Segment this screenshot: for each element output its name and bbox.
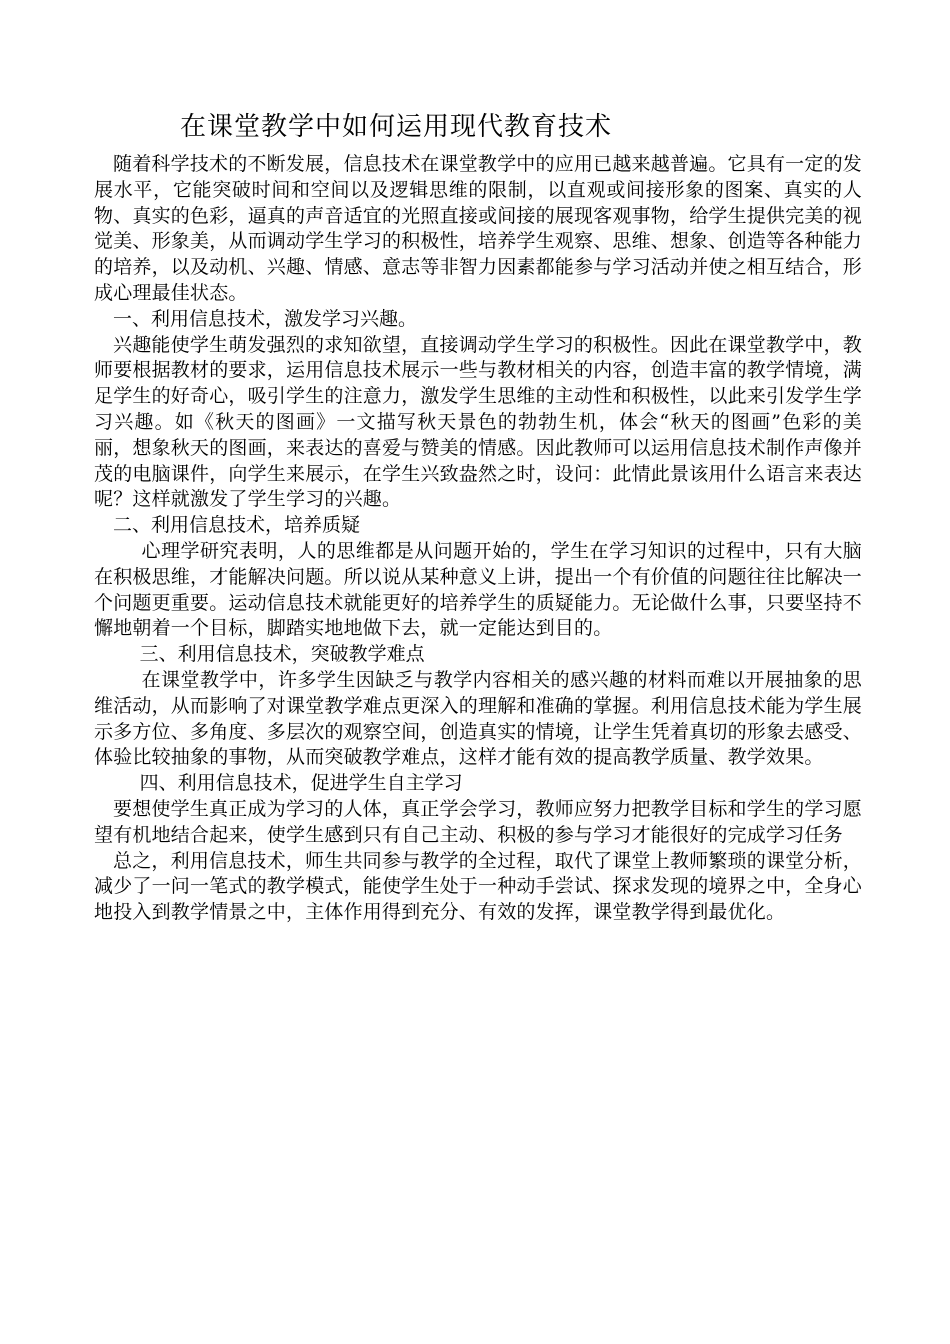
- document-page: [94, 100, 862, 926]
- paragraph-section-4: 要想使学生真正成为学习的人体，真正学会学习，教师应努力把教学目标和学生的学习愿望有机地结合起来，使学生感到只有自己主动、积极的参与学习才能很好的完成学习任务: [94, 797, 862, 846]
- paragraph-conclusion: 总之，利用信息技术，师生共同参与教学的全过程，取代了课堂上教师繁琐的课堂分析，减少了一问一笔式的教学模式，能使学生处于一种动手尝试、探求发现的境界之中，全身心地投入到教学情景之中，主体作用得到充分、有效的发挥，课堂教学得到最优化。: [94, 849, 863, 924]
- section-heading-4: 四、利用信息技术，促进学生自主学习: [139, 772, 463, 795]
- section-heading-3: 三、利用信息技术，突破教学难点: [139, 643, 425, 666]
- section-heading-1: 一、利用信息技术，激发学习兴趣。: [113, 307, 418, 330]
- paragraph-intro: 随着科学技术的不断发展，信息技术在课堂教学中的应用已越来越普遍。它具有一定的发展水平，它能突破时间和空间以及逻辑思维的限制，以直观或间接形象的图案、真实的人物、真实的色彩，逼真的声音适宜的光照直接或间接的展现客观事物，给学生提供完美的视觉美、形象美，从而调动学生学习的积极性，培养学生观察、思维、想象、创造等各种能力的培养，以及动机、兴趣、情感、意志等非智力因素都能参与学习活动并使之相互结合，形成心理最佳状态。: [94, 153, 863, 304]
- paragraph-section-3: 在课堂教学中，许多学生因缺乏与教学内容相关的感兴趣的材料而难以开展抽象的思维活动，从而影响了对课堂教学难点更深入的理解和准确的掌握。利用信息技术能为学生展示多方位、多角度、多层次的观察空间，创造真实的情境，让学生凭着真切的形象去感受、体验比较抽象的事物，从而突破教学难点，这样才能有效的提高教学质量、教学效果。: [94, 668, 863, 769]
- paragraph-section-1: 兴趣能使学生萌发强烈的求知欲望，直接调动学生学习的积极性。因此在课堂教学中，教师要根据教材的要求，运用信息技术展示一些与教材相关的内容，创造丰富的教学情境，满足学生的好奇心，吸引学生的注意力，激发学生思维的主动性和积极性，以此来引发学生学习兴趣。如《秋天的图画》一文描写秋天景色的勃勃生机，体会“秋天的图画”色彩的美丽，想象秋天的图画，来表达的喜爱与赞美的情感。因此教师可以运用信息技术制作声像并茂的电脑课件，向学生来展示，在学生兴致盎然之时，设问：此情此景该用什么语言来表达呢？这样就激发了学生学习的兴趣。: [94, 333, 863, 511]
- document-title: 在课堂教学中如何运用现代教育技术: [180, 112, 613, 142]
- paragraph-section-2: 心理学研究表明，人的思维都是从问题开始的，学生在学习知识的过程中，只有大脑在积极思维，才能解决问题。所以说从某种意义上讲，提出一个有价值的问题往往比解决一个问题更重要。运动信息技术就能更好的培养学生的质疑能力。无论做什么事，只要坚持不懈地朝着一个目标，脚踏实地地做下去，就一定能达到目的。: [94, 539, 863, 640]
- section-heading-2: 二、利用信息技术，培养质疑: [113, 514, 361, 537]
